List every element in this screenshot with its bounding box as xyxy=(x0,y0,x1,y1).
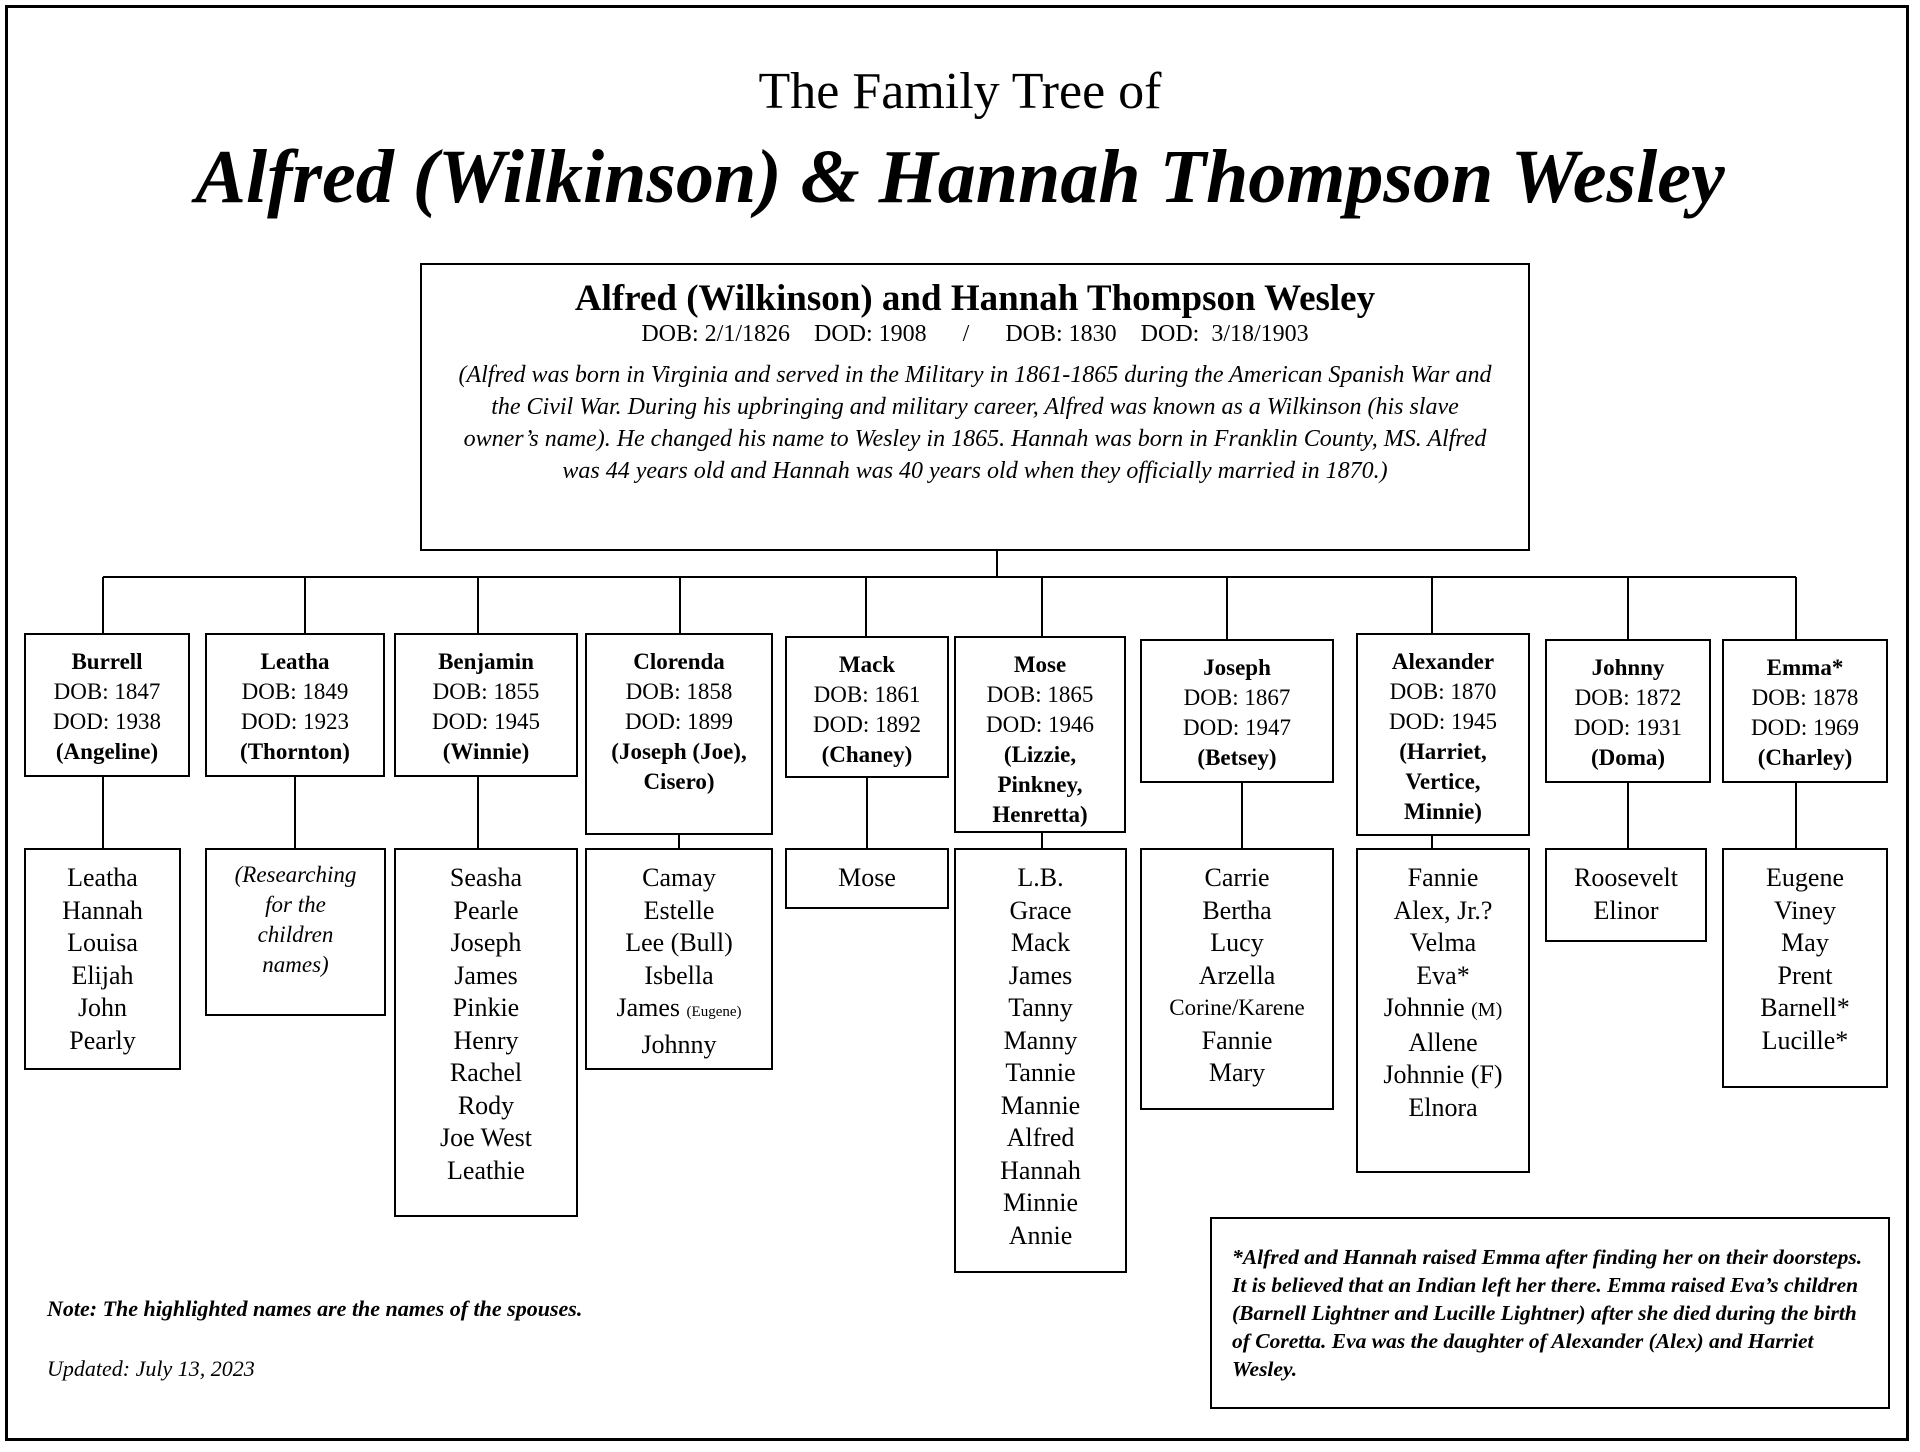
grandchild-name: Elinor xyxy=(1593,895,1659,925)
grandchildren-box-benjamin xyxy=(394,848,578,1217)
grandchild-name: Tannie xyxy=(1005,1058,1076,1087)
child-box-alexander xyxy=(1356,633,1530,836)
grandchild-name: Estelle xyxy=(643,895,715,925)
child-dod: DOD: 1938 xyxy=(53,709,161,734)
child-box-mose xyxy=(954,636,1126,833)
grandchild-name: Lucille* xyxy=(1761,1025,1849,1055)
grandchild-name: Arzella xyxy=(1198,960,1276,990)
grandchild-name: James xyxy=(616,993,681,1022)
grandchild-name: Fannie xyxy=(1201,1025,1273,1055)
child-dod: DOD: 1945 xyxy=(1389,709,1497,734)
child-box-benjamin xyxy=(394,633,578,777)
grandchild-name: Viney xyxy=(1774,895,1836,925)
grandchild-name: Corine/Karene xyxy=(1169,995,1305,1020)
child-spouse: (Betsey) xyxy=(1197,745,1277,770)
child-dod: DOD: 1892 xyxy=(813,712,921,737)
child-name: Benjamin xyxy=(438,649,534,674)
grandchild-name: James xyxy=(1008,960,1073,990)
child-spouse: (Lizzie, Pinkney, Henretta) xyxy=(992,742,1088,827)
child-spouse: (Chaney) xyxy=(821,742,913,767)
grandchild-name: Rody xyxy=(457,1090,515,1120)
parents-box xyxy=(420,263,1530,551)
grandchild-name: Annie xyxy=(1008,1220,1073,1250)
child-dod: DOD: 1945 xyxy=(432,709,540,734)
grandchild-note: names) xyxy=(262,952,329,977)
child-dob: DOB: 1872 xyxy=(1574,685,1682,710)
child-name: Clorenda xyxy=(633,649,725,674)
grandchild-name: Velma xyxy=(1409,928,1477,957)
child-name: Mack xyxy=(838,652,896,677)
highlight-note: Note: The highlighted names are the names of the spouses. xyxy=(47,1296,583,1321)
grandchildren-box-emma xyxy=(1722,848,1888,1088)
grandchild-note: for the xyxy=(265,892,326,917)
child-name: Mose xyxy=(1013,652,1067,677)
grandchild-name: Lee (Bull) xyxy=(625,928,733,957)
updated-date: Updated: July 13, 2023 xyxy=(47,1356,255,1381)
grandchild-name: Pearly xyxy=(69,1025,136,1055)
child-dob: DOB: 1858 xyxy=(625,679,733,704)
page-title-line1: The Family Tree of xyxy=(758,63,1162,120)
grandchild-name: Eugene xyxy=(1766,863,1844,892)
grandchild-name: Hannah xyxy=(62,895,143,925)
parents-dates: DOB: 2/1/1826 DOD: 1908 / DOB: 1830 DOD: 3/18/1903 xyxy=(641,321,1309,347)
grandchild-name: Pinkie xyxy=(452,993,520,1022)
grandchildren-box-joseph xyxy=(1140,848,1334,1110)
grandchild-name: Roosevelt xyxy=(1574,863,1678,892)
grandchild-name: Minnie xyxy=(1002,1188,1079,1217)
child-name: Burrell xyxy=(71,649,143,674)
child-spouse: (Thornton) xyxy=(240,739,350,764)
grandchild-name: Mose xyxy=(838,863,896,892)
emma-footnote: *Alfred and Hannah raised Emma after finding her on their doorsteps. It is believed that an Indian left her there. Emma raised Eva’s children (Barnell Lightner and Lucille Lightner) after she died during the birth of Coretta. Eva was the daughter of Alexander (Alex) and Harriet Wesley. xyxy=(1210,1217,1890,1409)
grandchild-name: Leatha xyxy=(67,863,138,892)
child-spouse: (Harriet, Vertice, Minnie) xyxy=(1399,739,1487,824)
grandchild-name: Louisa xyxy=(67,928,138,957)
child-box-johnny xyxy=(1545,639,1711,783)
grandchildren-box-alexander xyxy=(1356,848,1530,1173)
grandchild-name: Hannah xyxy=(1000,1155,1081,1185)
grandchildren-box-burrell xyxy=(24,848,181,1070)
grandchild-name: Joe West xyxy=(439,1123,533,1152)
child-spouse: (Doma) xyxy=(1590,745,1666,770)
grandchild-name: Alex, Jr.? xyxy=(1393,895,1493,925)
grandchild-name: Joseph xyxy=(450,928,522,957)
child-box-clorenda xyxy=(585,633,773,835)
child-box-leatha xyxy=(205,633,385,777)
grandchild-name: Mannie xyxy=(1000,1090,1081,1120)
grandchild-name: Fannie xyxy=(1407,863,1479,892)
grandchild-name: Mack xyxy=(1010,928,1071,957)
child-box-mack xyxy=(785,636,949,778)
grandchild-name: Grace xyxy=(1009,895,1072,925)
child-dod: DOD: 1923 xyxy=(241,709,349,734)
grandchild-name: Barnell* xyxy=(1760,993,1850,1022)
grandchildren-box-mack xyxy=(785,848,949,909)
grandchild-gender-note: (M) xyxy=(1471,999,1503,1021)
page-title-line2: Alfred (Wilkinson) & Hannah Thompson Wesley xyxy=(195,135,1725,219)
grandchild-name: Johnnie xyxy=(1383,993,1465,1022)
child-dob: DOB: 1878 xyxy=(1751,685,1859,710)
grandchild-name: Alfred xyxy=(1006,1123,1075,1152)
parents-name: Alfred (Wilkinson) and Hannah Thompson Wesley xyxy=(574,278,1376,319)
child-box-emma xyxy=(1722,639,1888,783)
child-dob: DOB: 1867 xyxy=(1183,685,1291,710)
child-dod: DOD: 1969 xyxy=(1751,715,1859,740)
grandchildren-box-johnny xyxy=(1545,848,1707,942)
child-spouse: (Charley) xyxy=(1757,745,1853,770)
grandchild-name: James xyxy=(454,960,518,990)
grandchild-name: Allene xyxy=(1408,1027,1478,1057)
grandchild-name: John xyxy=(77,993,128,1022)
parents-note: (Alfred was born in Virginia and served in the Military in 1861-1865 during the American Spanish War and the Civil War. During his upbringing and military career, Alfred was known as a Wilkinson (his slave owner’s name). He changed his name to Wesley in 1865. Hannah was born in Franklin County, MS. Alfred was 44 years old and Hannah was 40 years old when they officially married in 1870.) xyxy=(458,362,1492,484)
grandchild-name: Camay xyxy=(642,863,716,892)
child-name: Alexander xyxy=(1391,649,1495,674)
grandchild-name: Manny xyxy=(1003,1025,1078,1055)
grandchild-name: Prent xyxy=(1777,960,1833,990)
grandchild-name: Tanny xyxy=(1008,993,1073,1022)
grandchildren-box-mose xyxy=(954,848,1127,1273)
child-dob: DOB: 1847 xyxy=(53,679,161,704)
child-name: Emma* xyxy=(1766,655,1844,680)
grandchild-note: (Researching xyxy=(234,862,357,887)
grandchild-name: Lucy xyxy=(1210,928,1264,957)
grandchild-name: Elijah xyxy=(71,960,134,990)
child-name: Johnny xyxy=(1591,655,1665,680)
grandchild-name: Eva* xyxy=(1416,960,1470,990)
child-box-joseph xyxy=(1140,639,1334,783)
grandchild-name: L.B. xyxy=(1017,863,1064,892)
grandchild-name: Johnnie (F) xyxy=(1383,1060,1503,1089)
grandchild-name: Bertha xyxy=(1202,895,1272,925)
child-name: Leatha xyxy=(260,649,330,674)
grandchild-name: Carrie xyxy=(1204,863,1270,892)
grandchild-name: Seasha xyxy=(449,863,523,892)
child-dob: DOB: 1855 xyxy=(432,679,540,704)
child-dod: DOD: 1946 xyxy=(986,712,1094,737)
child-dob: DOB: 1865 xyxy=(986,682,1094,707)
child-dod: DOD: 1899 xyxy=(625,709,733,734)
child-dod: DOD: 1947 xyxy=(1183,715,1291,740)
child-box-burrell xyxy=(24,633,190,777)
grandchild-note: children xyxy=(257,922,334,947)
child-dob: DOB: 1870 xyxy=(1389,679,1497,704)
child-dod: DOD: 1931 xyxy=(1574,715,1682,740)
child-name: Joseph xyxy=(1203,655,1271,680)
grandchild-name: Rachel xyxy=(449,1058,523,1087)
grandchild-name: Pearle xyxy=(453,895,519,925)
grandchildren-box-leatha xyxy=(205,848,386,1016)
grandchild-name: Elnora xyxy=(1408,1092,1478,1122)
child-spouse: (Winnie) xyxy=(442,739,530,764)
child-dob: DOB: 1861 xyxy=(813,682,921,707)
grandchild-middle-name: (Eugene) xyxy=(686,1004,742,1020)
grandchild-name: Leathie xyxy=(447,1155,525,1185)
grandchild-name: Johnny xyxy=(641,1029,717,1059)
grandchildren-box-clorenda xyxy=(585,848,773,1070)
grandchild-name: Mary xyxy=(1208,1058,1266,1087)
child-spouse: (Angeline) xyxy=(55,739,159,764)
child-spouse: (Joseph (Joe), Cisero) xyxy=(611,739,747,794)
grandchild-name: May xyxy=(1781,928,1829,957)
grandchild-name: Isbella xyxy=(644,960,714,990)
grandchild-name: Henry xyxy=(453,1025,519,1055)
child-dob: DOB: 1849 xyxy=(241,679,349,704)
